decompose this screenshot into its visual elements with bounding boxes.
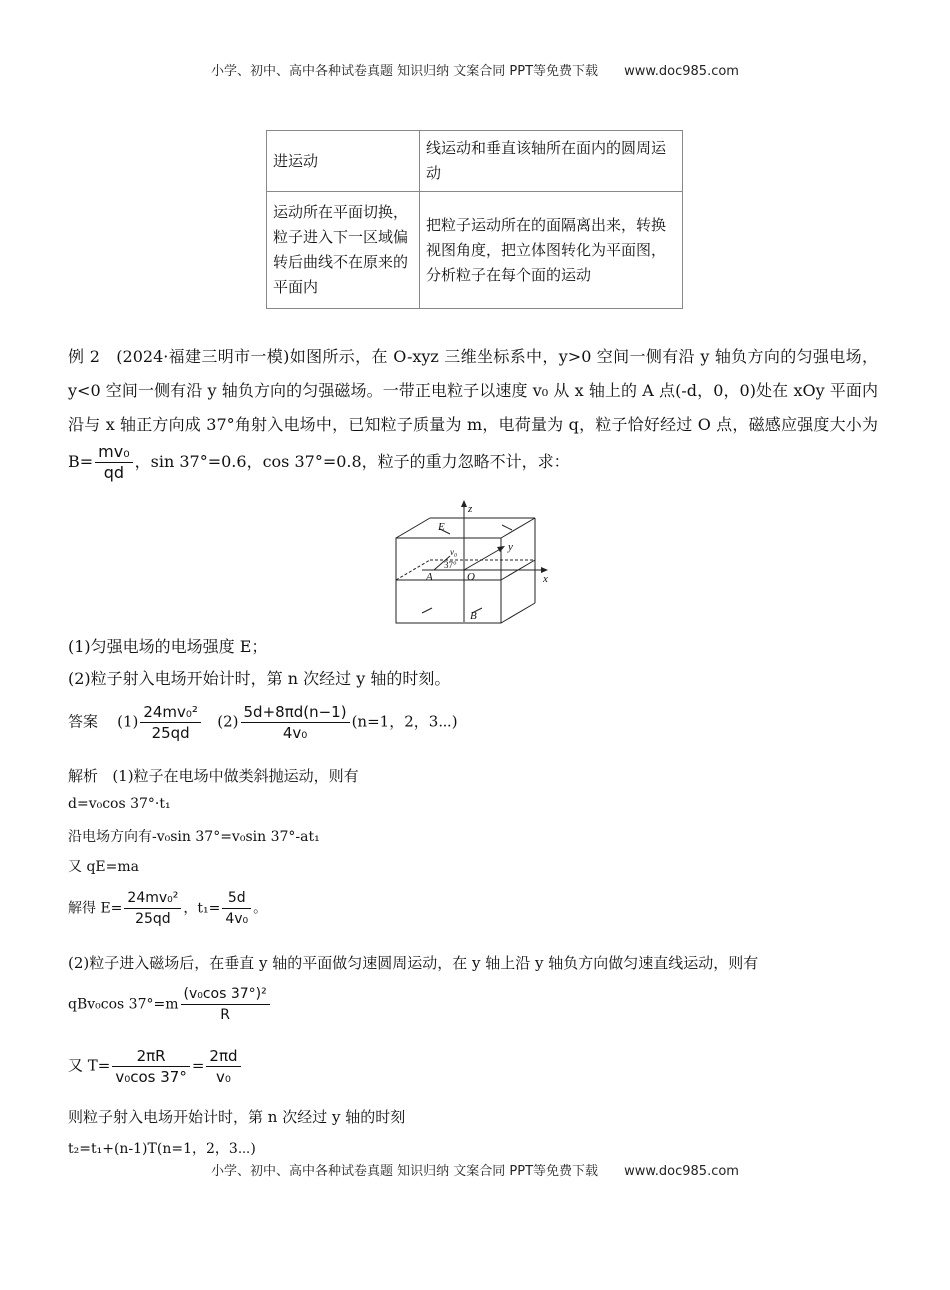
example-text-b: ，sin 37°=0.6，cos 37°=0.8，粒子的重力忽略不计，求： xyxy=(134,452,570,471)
t1-fraction xyxy=(222,888,251,929)
force-fraction xyxy=(181,984,270,1025)
answer-tail: (n=1，2，3⋯) xyxy=(351,712,458,731)
analysis-line-4: 又 qE=ma xyxy=(68,859,139,875)
table-cell: 把粒子运动所在的面隔离出来，转换视图角度，把立体图转化为平面图，分析粒子在每个面的运动 xyxy=(420,192,683,309)
denominator: 25qd xyxy=(151,724,190,742)
label-angle: 37° xyxy=(444,560,457,570)
table-cell: 运动所在平面切换，粒子进入下一区域偏转后曲线不在原来的平面内 xyxy=(267,192,420,309)
denominator: 4v₀ xyxy=(282,724,308,742)
label-O: O xyxy=(467,571,475,583)
example-problem xyxy=(68,340,878,483)
label-A: A xyxy=(426,571,433,583)
numerator: 24mv₀² xyxy=(124,888,181,909)
answer-fraction-2 xyxy=(241,702,350,743)
page-header xyxy=(0,60,950,79)
method-table xyxy=(266,130,683,309)
header-text: 小学、初中、高中各种试卷真题 知识归纳 文案合同 PPT等免费下载 xyxy=(211,64,599,79)
numerator: (v₀cos 37°)² xyxy=(181,984,270,1005)
numerator: 24mv₀² xyxy=(140,702,201,723)
text: qBv₀cos 37°=m xyxy=(68,996,179,1013)
footer-url[interactable]: www.doc985.com xyxy=(624,1164,739,1179)
table-row xyxy=(267,192,683,309)
answer-fraction-1 xyxy=(140,702,201,743)
analysis-label: 解析 xyxy=(68,767,99,785)
answer-part1-label: (1) xyxy=(117,712,139,731)
field-arrow-icon xyxy=(422,608,432,613)
analysis-line-3: 沿电场方向有-v₀sin 37°=v₀sin 37°-at₁ xyxy=(68,829,320,845)
period-fraction-2 xyxy=(206,1046,240,1087)
footer-text: 小学、初中、高中各种试卷真题 知识归纳 文案合同 PPT等免费下载 xyxy=(211,1164,599,1179)
analysis-line-5 xyxy=(68,888,267,929)
numerator: 2πR xyxy=(112,1046,189,1067)
b-fraction xyxy=(95,442,132,483)
b-denominator: qd xyxy=(103,463,125,482)
example-text-a: 如图所示，在 O-xyz 三维坐标系中，y>0 空间一侧有沿 y 轴负方向的匀强电场，y<0 空间一侧有沿 y 轴负方向的匀强磁场。一带正电粒子以速度 v₀ 从 x 轴上的 A 点(-d，0，0)处在 xOy 平面内沿与 x 轴正方向成 37°角射入电场中，已知粒子质量为 m，电荷量为 q，粒子恰好经过 O 点，磁感应强度大小为 B= xyxy=(68,347,878,471)
text: = xyxy=(191,1056,205,1075)
box-edge xyxy=(396,518,430,538)
answer-part2-label: (2) xyxy=(217,712,239,731)
analysis-line-8 xyxy=(68,1046,243,1087)
y-axis xyxy=(464,548,502,570)
denominator: v₀ xyxy=(216,1068,231,1086)
analysis-line-10: t₂=t₁+(n-1)T(n=1，2，3⋯) xyxy=(68,1141,256,1157)
label-v0: v₀ xyxy=(450,547,458,557)
denominator: 25qd xyxy=(135,911,171,927)
analysis-line-6: (2)粒子进入磁场后，在垂直 y 轴的平面做匀速圆周运动，在 y 轴上沿 y 轴负方向做匀速直线运动，则有 xyxy=(68,954,759,972)
table-row xyxy=(267,131,683,192)
label-E: E xyxy=(438,521,445,533)
page-footer xyxy=(0,1160,950,1179)
analysis-line-2: d=v₀cos 37°·t₁ xyxy=(68,796,171,812)
text: 又 T= xyxy=(68,1056,111,1075)
label-x: x xyxy=(543,573,548,585)
analysis-text: (1)粒子在电场中做类斜抛运动，则有 xyxy=(112,767,359,785)
numerator: 5d xyxy=(222,888,251,909)
label-y: y xyxy=(508,541,513,553)
analysis-line-7 xyxy=(68,984,272,1025)
text: 。 xyxy=(253,900,268,917)
numerator: 5d+8πd(n−1) xyxy=(241,702,350,723)
numerator: 2πd xyxy=(206,1046,240,1067)
example-source: (2024·福建三明市一模) xyxy=(116,347,290,366)
answer-line xyxy=(68,702,458,743)
b-numerator: mv₀ xyxy=(95,442,132,463)
example-label: 例 2 xyxy=(68,347,100,366)
table-cell: 进运动 xyxy=(267,131,420,192)
text: 解得 E= xyxy=(68,900,123,917)
table-cell: 线运动和垂直该轴所在面内的圆周运动 xyxy=(420,131,683,192)
box-edge xyxy=(501,603,535,623)
e-fraction xyxy=(124,888,181,929)
text: ，t₁= xyxy=(183,900,221,917)
box-edge xyxy=(501,518,535,538)
question-2: (2)粒子射入电场开始计时，第 n 次经过 y 轴的时刻。 xyxy=(68,669,451,688)
denominator: v₀cos 37° xyxy=(115,1068,187,1086)
denominator: R xyxy=(220,1007,230,1023)
denominator: 4v₀ xyxy=(225,911,249,927)
question-1: (1)匀强电场的电场强度 E； xyxy=(68,637,268,656)
label-B: B xyxy=(470,610,477,622)
coordinate-figure xyxy=(392,500,552,625)
z-arrowhead-icon xyxy=(461,500,467,507)
answer-label: 答案 xyxy=(68,712,99,731)
analysis-line-1 xyxy=(68,765,359,786)
period-fraction-1 xyxy=(112,1046,189,1087)
field-arrow-icon xyxy=(502,525,512,530)
label-z: z xyxy=(468,503,473,515)
analysis-line-9: 则粒子射入电场开始计时，第 n 次经过 y 轴的时刻 xyxy=(68,1108,406,1126)
header-url[interactable]: www.doc985.com xyxy=(624,64,739,79)
